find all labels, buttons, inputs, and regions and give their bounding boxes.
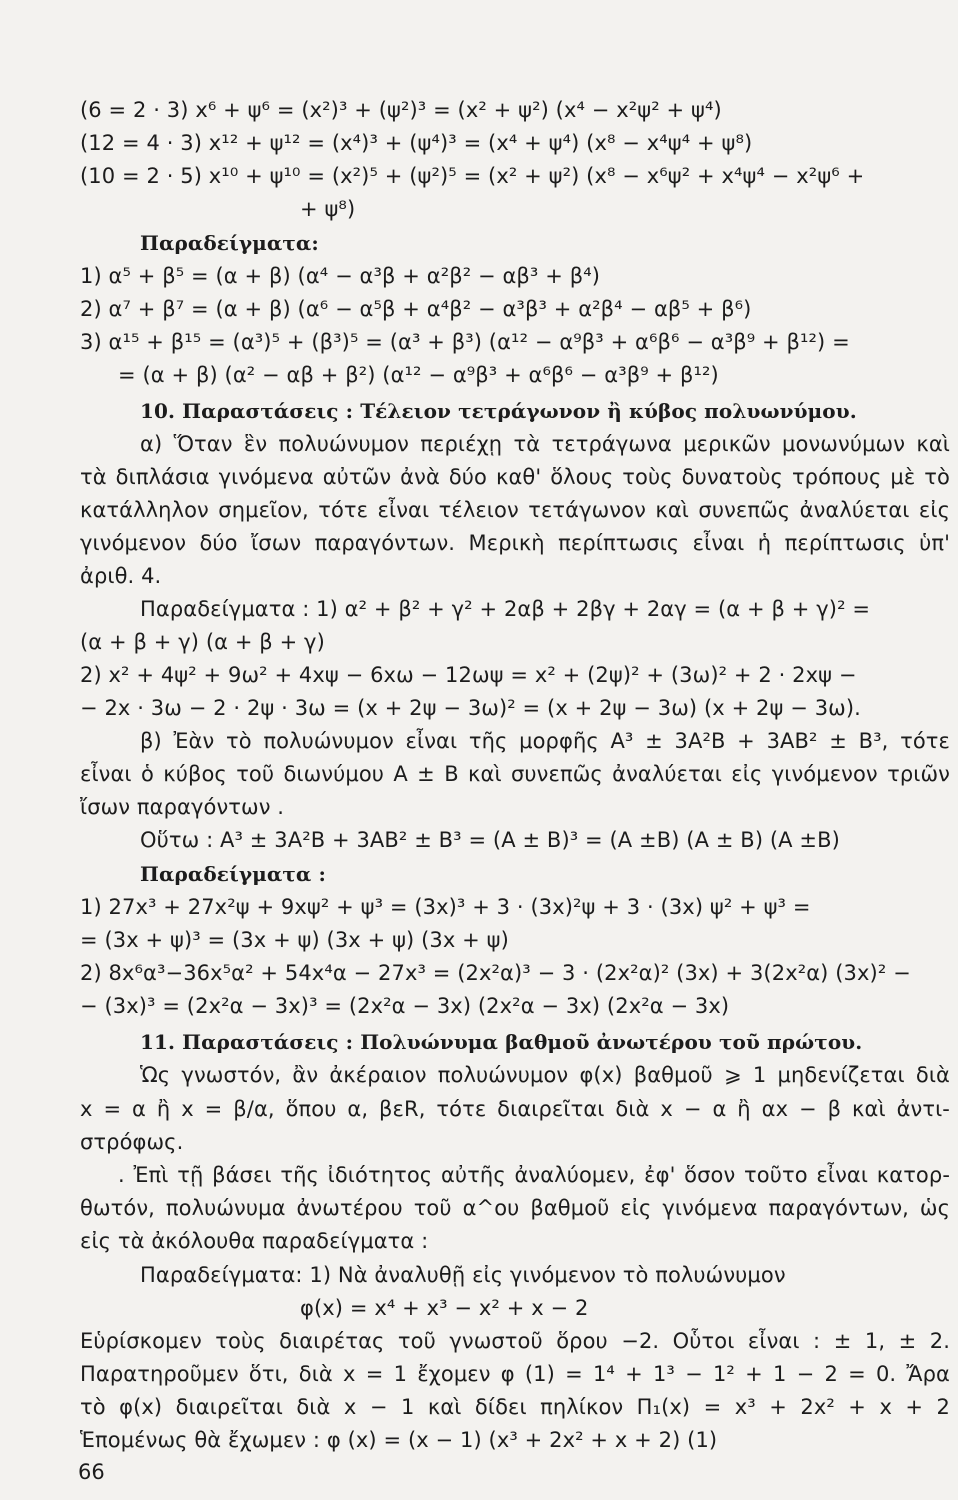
examples-heading-2: Παραδείγματα : [140, 862, 326, 886]
example-line: 1) α⁵ + β⁵ = (α + β) (α⁴ − α³β + α²β² − αβ³ + β⁴) [80, 264, 601, 288]
paragraph-line: Εὑρίσκομεν τοὺς διαιρέτας τοῦ γνωστοῦ ὅρου −2. Οὗτοι εἶναι : ± 1, ± 2. [80, 1329, 950, 1353]
example-line: 2) x² + 4ψ² + 9ω² + 4xψ − 6xω − 12ωψ = x² + (2ψ)² + (3ω)² + 2 · 2xψ − [80, 663, 857, 687]
paragraph-line: . Ἐπὶ τῇ βάσει τῆς ἰδιότητος αὐτῆς ἀναλύομεν, ἐφ' ὅσον τοῦτο εἶναι κατορ- [118, 1163, 950, 1187]
identity-line-6: (6 = 2 · 3) x⁶ + ψ⁶ = (x²)³ + (ψ²)³ = (x² + ψ²) (x⁴ − x²ψ² + ψ⁴) [80, 98, 722, 122]
paragraph-line: τὸ φ(x) διαιρεῖται διὰ x − 1 καὶ δίδει πηλίκον Π₁(x) = x³ + 2x² + x + 2 [80, 1395, 950, 1419]
example-line: 1) 27x³ + 27x²ψ + 9xψ² + ψ³ = (3x)³ + 3 · (3x)²ψ + 3 · (3x) ψ² + ψ³ = [80, 895, 811, 919]
paragraph-line: Παρατηροῦμεν ὅτι, διὰ x = 1 ἔχομεν φ (1) = 1⁴ + 1³ − 1² + 1 − 2 = 0. Ἄρα [80, 1362, 950, 1386]
examples-line: Παραδείγματα : 1) α² + β² + γ² + 2αβ + 2βγ + 2αγ = (α + β + γ)² = [140, 597, 871, 621]
paragraph-line: α) Ὅταν ἓν πολυώνυμον περιέχῃ τὰ τετράγωνα μερικῶν μονωνύμων καὶ [140, 432, 950, 456]
identity-line-10-cont: + ψ⁸) [300, 197, 356, 221]
example-line: 2) α⁷ + β⁷ = (α + β) (α⁶ − α⁵β + α⁴β² − α³β³ + α²β⁴ − αβ⁵ + β⁶) [80, 297, 752, 321]
paragraph-line: Ἑπομένως θὰ ἔχωμεν : φ (x) = (x − 1) (x³ + 2x² + x + 2) (1) [80, 1428, 718, 1452]
paragraph-line: θωτόν, πολυώνυμα ἀνωτέρου τοῦ α^ου βαθμοῦ εἰς γινόμενα παραγόντων, ὡς [80, 1196, 950, 1220]
paragraph-line: εἶναι ὁ κύβος τοῦ διωνύμου A ± B καὶ συνεπῶς ἀναλύεται εἰς γινόμενον τριῶν [80, 762, 950, 786]
examples-heading-1: Παραδείγματα: [140, 231, 319, 255]
identity-line-12: (12 = 4 · 3) x¹² + ψ¹² = (x⁴)³ + (ψ⁴)³ = (x⁴ + ψ⁴) (x⁸ − x⁴ψ⁴ + ψ⁸) [80, 131, 753, 155]
paragraph-line: ἀριθ. 4. [80, 564, 162, 588]
example-line: = (α + β) (α² − αβ + β²) (α¹² − α⁹β³ + α⁶β⁶ − α³β⁹ + β¹²) [118, 363, 719, 387]
section-heading-11: 11. Παραστάσεις : Πολυώνυμα βαθμοῦ ἀνωτέρου τοῦ πρώτου. [140, 1030, 863, 1054]
example-line: − (3x)³ = (2x²α − 3x)³ = (2x²α − 3x) (2x²α − 3x) (2x²α − 3x) [80, 994, 730, 1018]
paragraph-line: κατάλληλον σημεῖον, τότε εἶναι τέλειον τετάγωνον καὶ συνεπῶς ἀναλύεται εἰς [80, 498, 950, 522]
example-line: 3) α¹⁵ + β¹⁵ = (α³)⁵ + (β³)⁵ = (α³ + β³) (α¹² − α⁹β³ + α⁶β⁶ − α³β⁹ + β¹²) = [80, 330, 850, 354]
paragraph-line: ἴσων παραγόντων . [80, 795, 285, 819]
formula-line: Οὕτω : A³ ± 3A²B + 3AB² ± B³ = (A ± B)³ = (A ±B) (A ± B) (A ±B) [140, 828, 840, 852]
paragraph-line: γινόμενον δύο ἴσων παραγόντων. Μερικὴ περίπτωσις εἶναι ἡ περίπτωσις ὑπ' [80, 531, 950, 555]
page-number: 66 [78, 1460, 105, 1484]
paragraph-line: x = α ἢ x = β/α, ὅπου α, βεR, τότε διαιρεῖται διὰ x − α ἢ αx − β καὶ ἀντι- [80, 1097, 950, 1121]
paragraph-line: Ὡς γνωστόν, ἂν ἀκέραιον πολυώνυμον φ(x) βαθμοῦ ⩾ 1 μηδενίζεται διὰ [140, 1063, 950, 1087]
example-line: = (3x + ψ)³ = (3x + ψ) (3x + ψ) (3x + ψ) [80, 928, 509, 952]
example-line: − 2x · 3ω − 2 · 2ψ · 3ω = (x + 2ψ − 3ω)² = (x + 2ψ − 3ω) (x + 2ψ − 3ω). [80, 696, 861, 720]
paragraph-line: εἰς τὰ ἀκόλουθα παραδείγματα : [80, 1229, 429, 1253]
paragraph-line: β) Ἐὰν τὸ πολυώνυμον εἶναι τῆς μορφῆς A³ ± 3A²B + 3AB² ± B³, τότε [140, 729, 950, 753]
formula-line: φ(x) = x⁴ + x³ − x² + x − 2 [300, 1296, 589, 1320]
paragraph-line: στρόφως. [80, 1130, 184, 1154]
section-heading-10: 10. Παραστάσεις : Τέλειον τετράγωνον ἢ κύβος πολυωνύμου. [140, 399, 857, 423]
identity-line-10: (10 = 2 · 5) x¹⁰ + ψ¹⁰ = (x²)⁵ + (ψ²)⁵ = (x² + ψ²) (x⁸ − x⁶ψ² + x⁴ψ⁴ − x²ψ⁶ + [80, 164, 865, 188]
example-line: (α + β + γ) (α + β + γ) [80, 630, 325, 654]
paragraph-line: τὰ διπλάσια γινόμενα αὐτῶν ἀνὰ δύο καθ' ὅλους τοὺς δυνατοὺς τρόπους μὲ τὸ [80, 465, 950, 489]
example-line: 2) 8x⁶α³−36x⁵α² + 54x⁴α − 27x³ = (2x²α)³ − 3 · (2x²α)² (3x) + 3(2x²α) (3x)² − [80, 961, 911, 985]
examples-line: Παραδείγματα: 1) Νὰ ἀναλυθῇ εἰς γινόμενον τὸ πολυώνυμον [140, 1263, 786, 1287]
